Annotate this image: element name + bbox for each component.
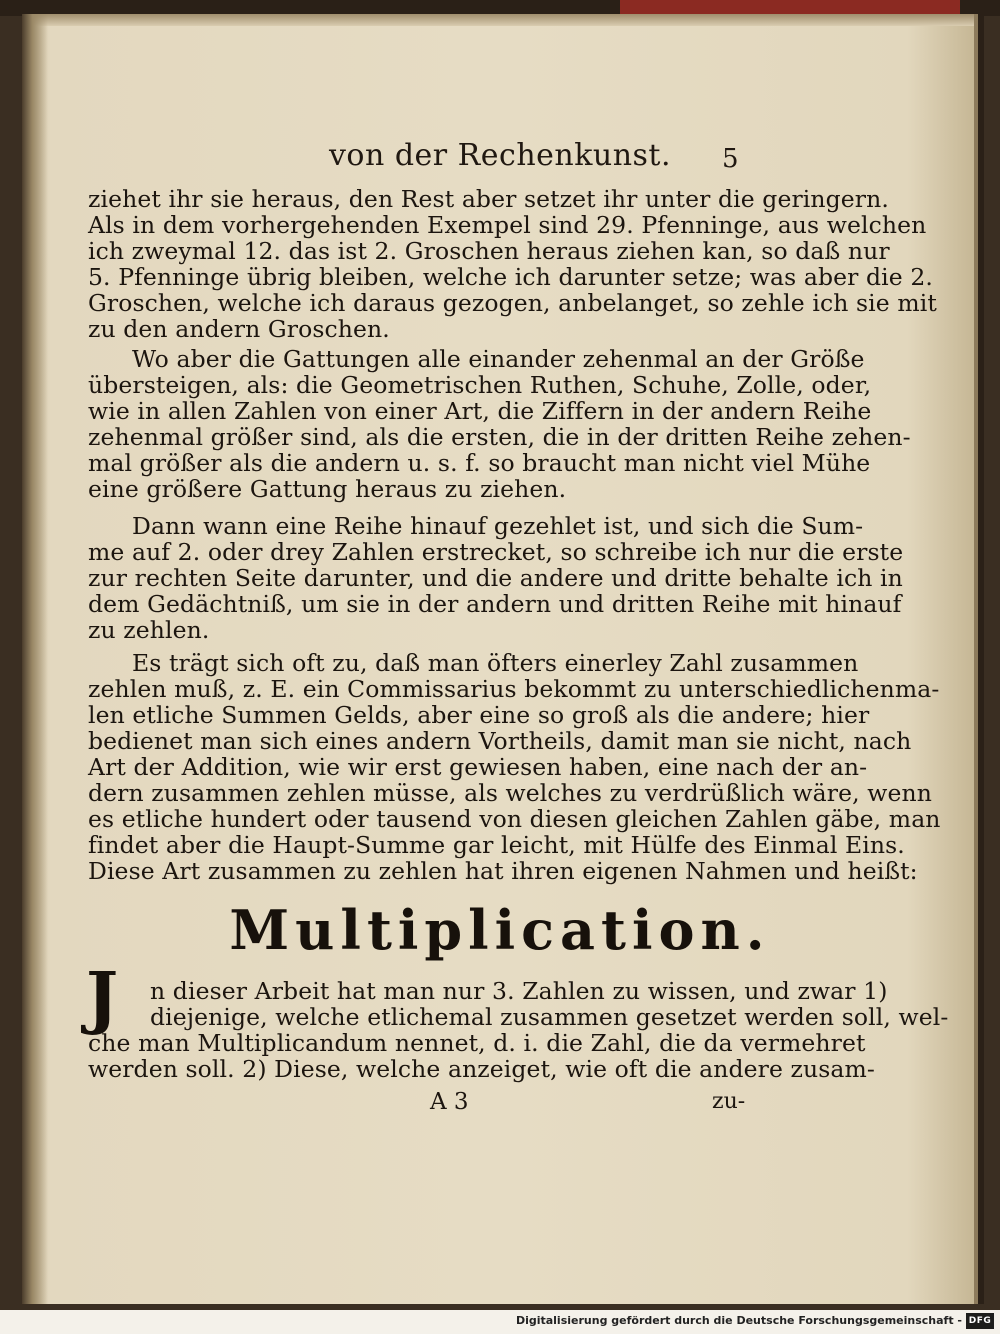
text-line: Groschen, welche ich daraus gezogen, anbelanget, so zehle ich sie mit [88, 289, 937, 317]
text-line: es etliche hundert oder tausend von diesen gleichen Zahlen gäbe, man [88, 805, 941, 833]
text-line: übersteigen, als: die Geometrischen Ruthen, Schuhe, Zolle, oder, [88, 371, 872, 399]
drop-cap-initial: J [86, 958, 119, 1038]
text-line: Als in dem vorhergehenden Exempel sind 29. Pfenninge, aus welchen [88, 211, 927, 239]
text-line: me auf 2. oder drey Zahlen erstrecket, so schreibe ich nur die erste [88, 538, 904, 566]
text-line: findet aber die Haupt-Summe gar leicht, mit Hülfe des Einmal Eins. [88, 831, 905, 859]
text-line: Wo aber die Gattungen alle einander zehenmal an der Größe [132, 345, 865, 373]
text-line: zu den andern Groschen. [88, 315, 390, 343]
page-number: 5 [722, 144, 739, 174]
text-line: mal größer als die andern u. s. f. so braucht man nicht viel Mühe [88, 449, 871, 477]
catchword: zu- [712, 1089, 746, 1114]
text-line: zehlen muß, z. E. ein Commissarius bekommt zu unterschiedlichenma- [88, 675, 940, 703]
signature-mark: A 3 [430, 1089, 469, 1115]
text-line: n dieser Arbeit hat man nur 3. Zahlen zu wissen, und zwar 1) [150, 977, 888, 1005]
dfg-logo: DFG [966, 1313, 994, 1329]
paragraph-1 [88, 186, 937, 342]
page-top-shadow [22, 14, 974, 26]
text-line: zur rechten Seite darunter, und die andere und dritte behalte ich in [88, 564, 903, 592]
text-line: che man Multiplicandum nennet, d. i. die Zahl, die da vermehret [88, 1029, 866, 1057]
paragraph-3 [88, 513, 903, 643]
text-line: eine größere Gattung heraus zu ziehen. [88, 475, 567, 503]
section-heading: Multiplication. [229, 898, 771, 962]
text-line: dern zusammen zehlen müsse, als welches zu verdrüßlich wäre, wenn [88, 779, 932, 807]
text-line: ziehet ihr sie heraus, den Rest aber setzet ihr unter die geringern. [88, 185, 889, 213]
text-line: Dann wann eine Reihe hinauf gezehlet ist, und sich die Sum- [132, 512, 864, 540]
text-line: zu zehlen. [88, 616, 210, 644]
paragraph-5-first-lines [150, 978, 948, 1030]
text-line: wie in allen Zahlen von einer Art, die Ziffern in der andern Reihe [88, 397, 872, 425]
paragraph-5-rest [88, 1030, 875, 1082]
text-line: Es trägt sich oft zu, daß man öfters einerley Zahl zusammen [132, 649, 859, 677]
footer-bar [0, 1310, 1000, 1334]
running-head: von der Rechenkunst. [328, 138, 672, 173]
text-line: len etliche Summen Gelds, aber eine so groß als die andere; hier [88, 701, 870, 729]
footer-credit-text: Digitalisierung gefördert durch die Deutsche Forschungsgemeinschaft - [515, 1314, 962, 1327]
text-line: dem Gedächtniß, um sie in der andern und dritten Reihe mit hinauf [88, 590, 902, 618]
text-line: diejenige, welche etlichemal zusammen gesetzet werden soll, wel- [150, 1003, 949, 1031]
paragraph-2 [88, 346, 911, 502]
text-line: bedienet man sich eines andern Vortheils, damit man sie nicht, nach [88, 727, 912, 755]
paragraph-4 [88, 650, 941, 884]
text-line: Diese Art zusammen zu zehlen hat ihren eigenen Nahmen und heißt: [88, 857, 918, 885]
text-line: 5. Pfenninge übrig bleiben, welche ich darunter setze; was aber die 2. [88, 263, 933, 291]
text-line: Art der Addition, wie wir erst gewiesen haben, eine nach der an- [88, 753, 868, 781]
text-line: zehenmal größer sind, als die ersten, die in der dritten Reihe zehen- [88, 423, 911, 451]
text-line: ich zweymal 12. das ist 2. Groschen heraus ziehen kan, so daß nur [88, 237, 890, 265]
text-line: werden soll. 2) Diese, welche anzeiget, wie oft die andere zusam- [88, 1055, 875, 1083]
page-gutter-shadow [22, 14, 48, 1304]
